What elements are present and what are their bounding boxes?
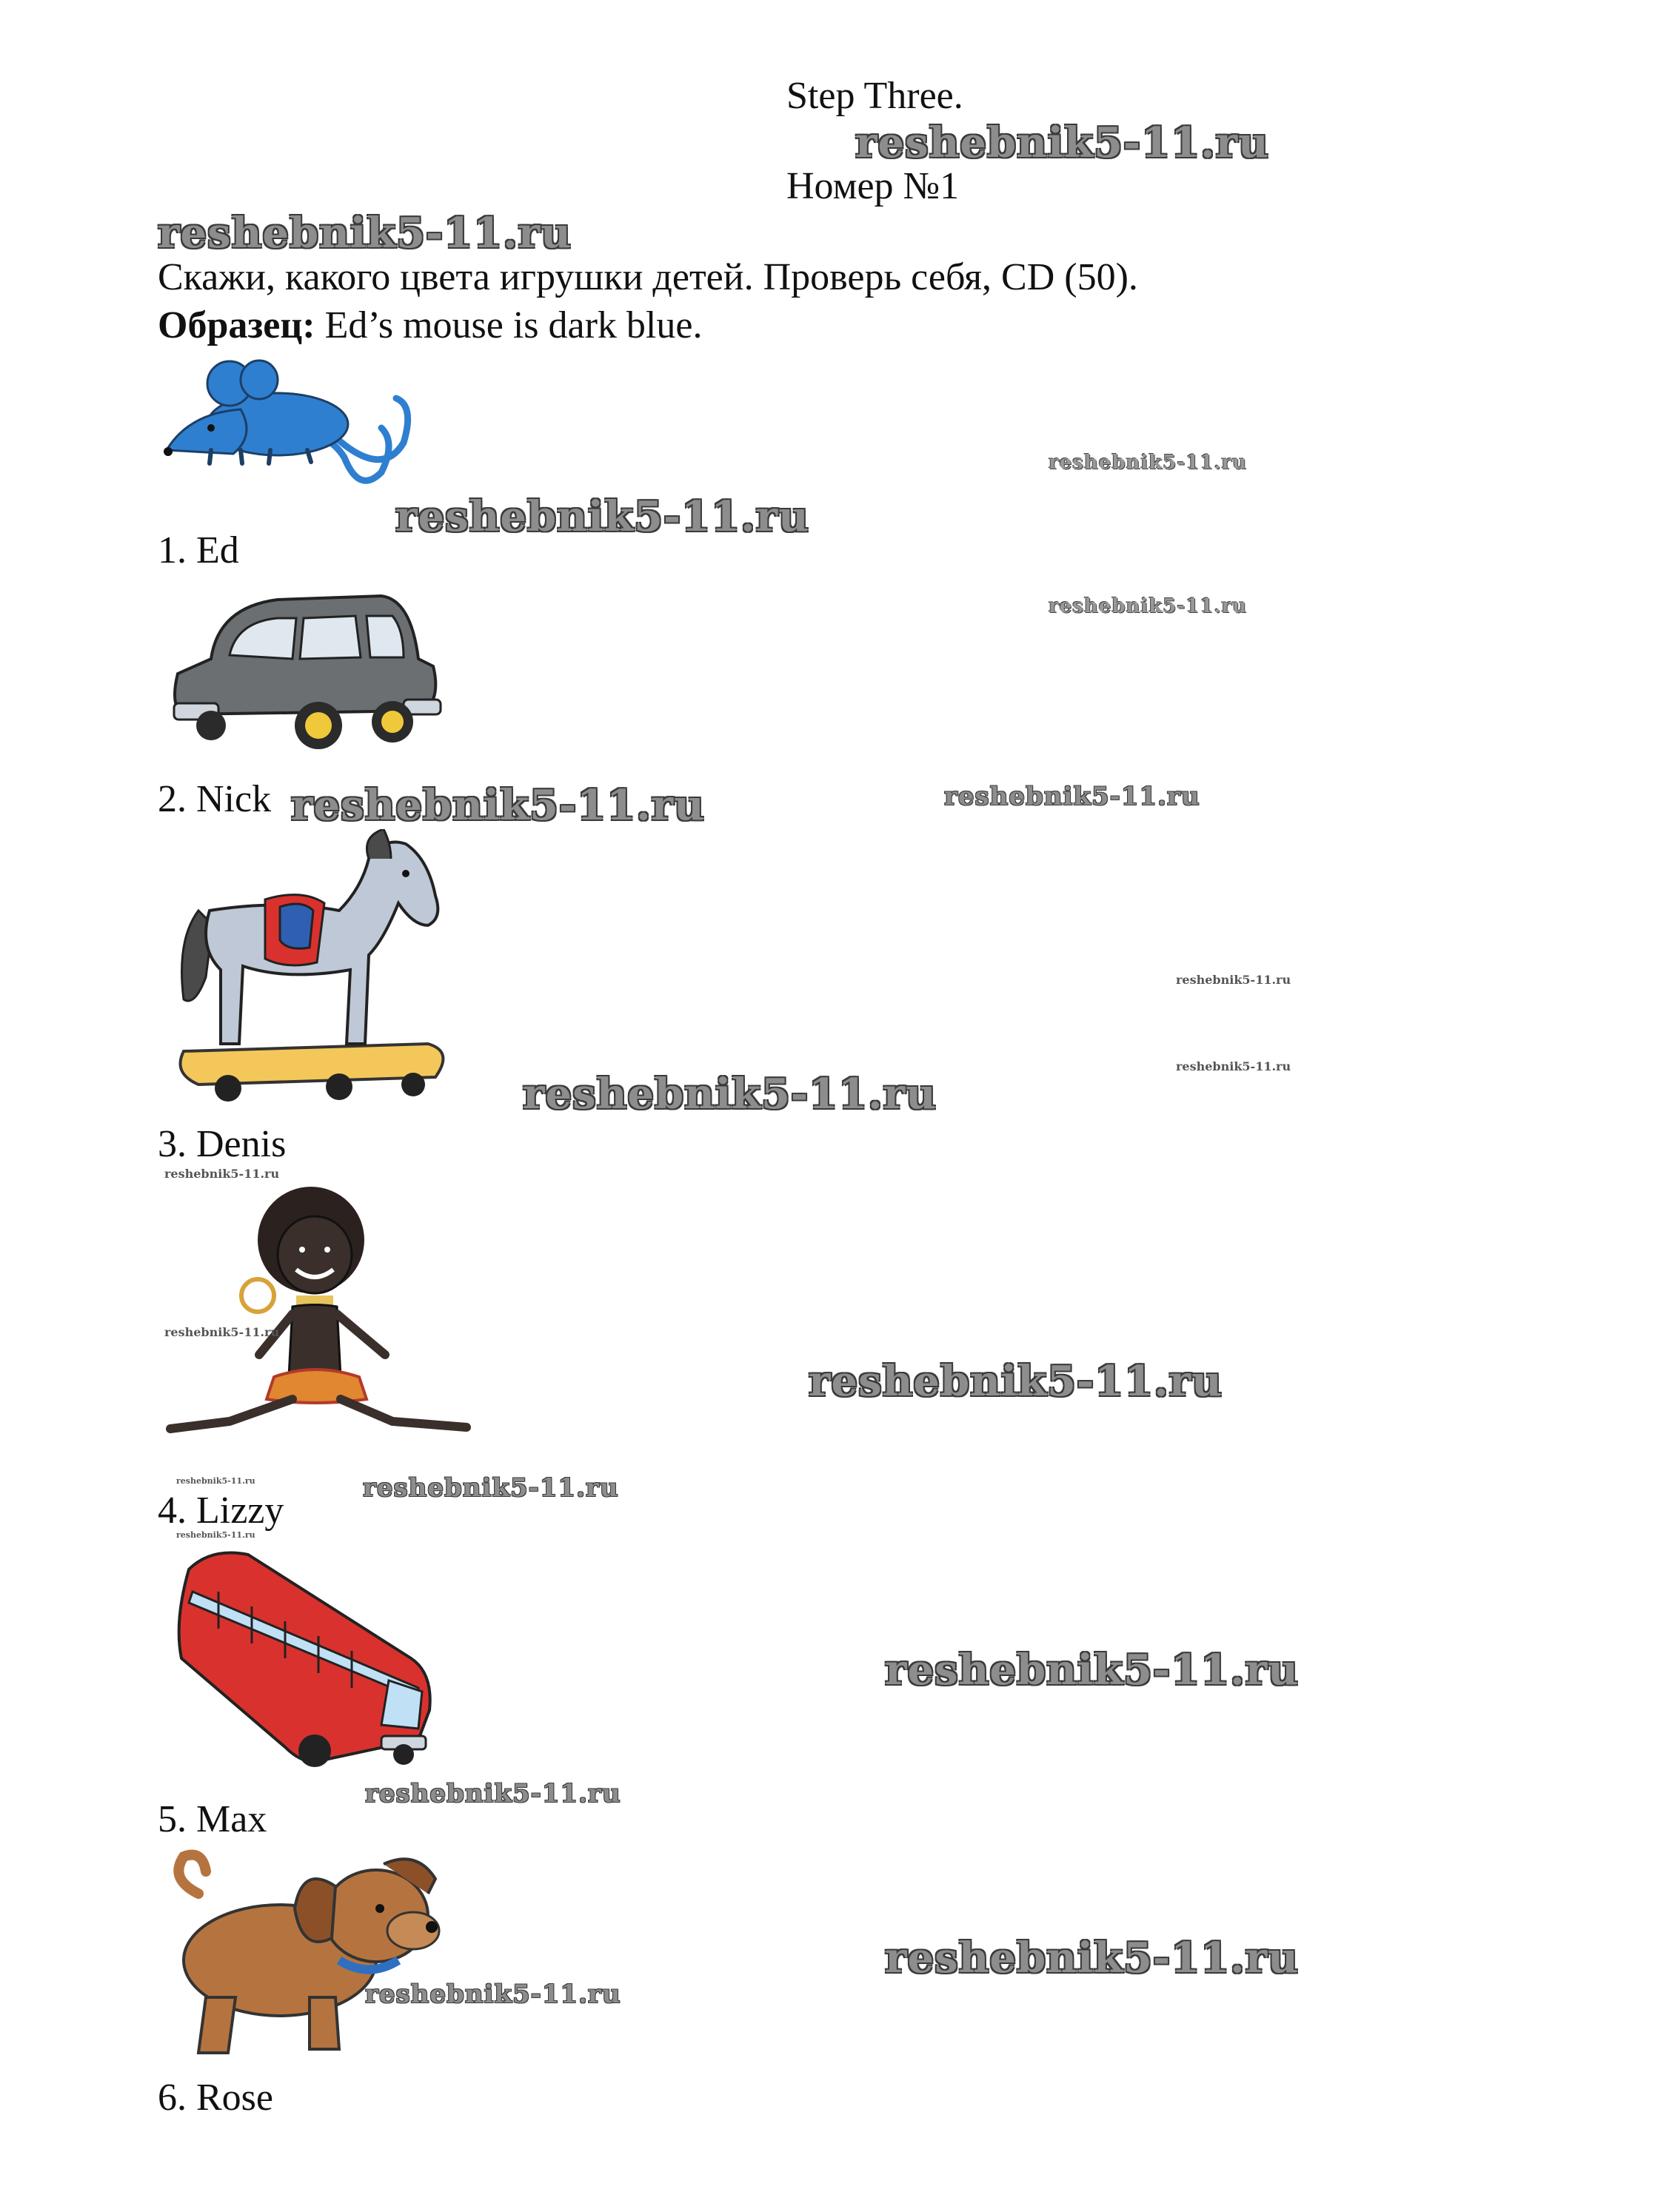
- dog-image: [161, 1849, 450, 2064]
- example-line: [158, 306, 702, 345]
- watermark: reshebnik5-11.ru: [809, 1357, 1223, 1406]
- watermark: reshebnik5-11.ru: [1176, 973, 1291, 987]
- watermark: reshebnik5-11.ru: [291, 781, 705, 830]
- watermark: reshebnik5-11.ru: [164, 1167, 280, 1181]
- item-label-denis: 3. Denis: [158, 1123, 287, 1165]
- example-text: Ed’s mouse is dark blue.: [315, 304, 703, 346]
- watermark: reshebnik5-11.ru: [1176, 1059, 1291, 1073]
- watermark: reshebnik5-11.ru: [176, 1476, 255, 1486]
- item-label-ed: 1. Ed: [158, 529, 239, 572]
- example-label: Образец:: [158, 304, 315, 346]
- watermark: reshebnik5-11.ru: [944, 782, 1200, 811]
- watermark: reshebnik5-11.ru: [365, 1980, 621, 2009]
- watermark: reshebnik5-11.ru: [363, 1473, 619, 1503]
- watermark: reshebnik5-11.ru: [855, 118, 1269, 167]
- horse-image: [169, 829, 465, 1110]
- watermark: reshebnik5-11.ru: [885, 1934, 1299, 1983]
- watermark: reshebnik5-11.ru: [365, 1779, 621, 1809]
- mouse-image: [159, 354, 415, 518]
- item-label-max: 5. Max: [158, 1798, 267, 1840]
- instruction-text: Скажи, какого цвета игрушки детей. Проверь себя, CD (50).: [158, 256, 1138, 298]
- item-label-lizzy: 4. Lizzy: [158, 1489, 284, 1532]
- watermark: reshebnik5-11.ru: [523, 1070, 937, 1119]
- watermark: reshebnik5-11.ru: [158, 209, 572, 258]
- item-label-nick: 2. Nick: [158, 778, 272, 820]
- watermark: reshebnik5-11.ru: [1049, 452, 1248, 474]
- watermark: reshebnik5-11.ru: [164, 1325, 280, 1339]
- watermark: reshebnik5-11.ru: [1049, 595, 1248, 617]
- item-label-rose: 6. Rose: [158, 2077, 273, 2119]
- step-title: Step Three.: [786, 75, 963, 117]
- watermark: reshebnik5-11.ru: [395, 492, 809, 541]
- watermark: reshebnik5-11.ru: [176, 1530, 255, 1540]
- watermark: reshebnik5-11.ru: [885, 1646, 1299, 1695]
- car-image: [167, 577, 448, 755]
- exercise-number: Номер №1: [786, 165, 960, 207]
- bus-image: [167, 1540, 448, 1769]
